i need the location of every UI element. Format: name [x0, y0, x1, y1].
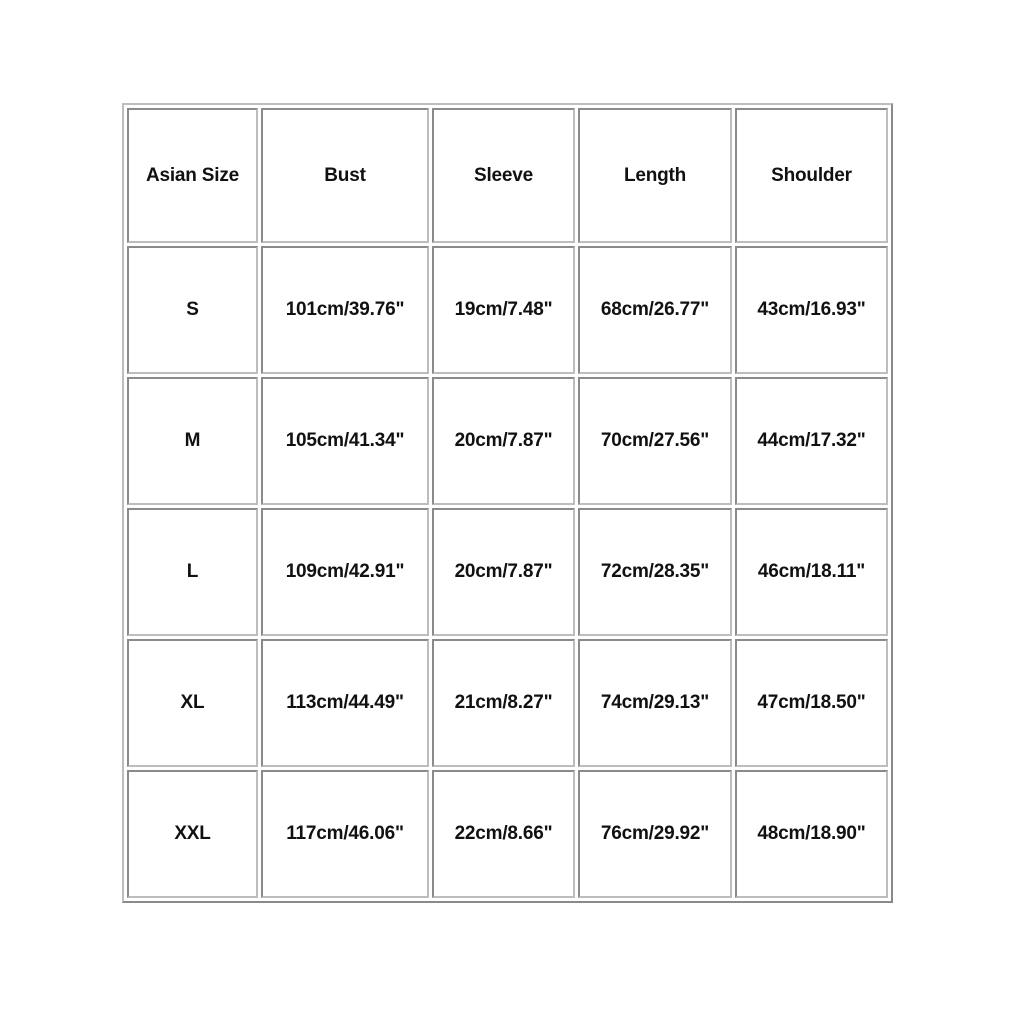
table-row	[127, 377, 888, 505]
bust-cell: 101cm/39.76"	[261, 246, 429, 374]
size-cell: S	[127, 246, 258, 374]
length-cell: 68cm/26.77"	[578, 246, 732, 374]
table-row	[127, 770, 888, 898]
sleeve-cell: 19cm/7.48"	[432, 246, 575, 374]
sleeve-cell: 21cm/8.27"	[432, 639, 575, 767]
sleeve-cell: 22cm/8.66"	[432, 770, 575, 898]
table-row	[127, 639, 888, 767]
bust-cell: 109cm/42.91"	[261, 508, 429, 636]
bust-cell: 105cm/41.34"	[261, 377, 429, 505]
bust-cell: 117cm/46.06"	[261, 770, 429, 898]
length-cell: 70cm/27.56"	[578, 377, 732, 505]
length-cell: 76cm/29.92"	[578, 770, 732, 898]
header-sleeve: Sleeve	[432, 108, 575, 243]
length-cell: 72cm/28.35"	[578, 508, 732, 636]
shoulder-cell: 46cm/18.11"	[735, 508, 888, 636]
size-cell: L	[127, 508, 258, 636]
size-cell: XXL	[127, 770, 258, 898]
sleeve-cell: 20cm/7.87"	[432, 508, 575, 636]
size-cell: XL	[127, 639, 258, 767]
shoulder-cell: 48cm/18.90"	[735, 770, 888, 898]
size-cell: M	[127, 377, 258, 505]
shoulder-cell: 47cm/18.50"	[735, 639, 888, 767]
table-row	[127, 246, 888, 374]
bust-cell: 113cm/44.49"	[261, 639, 429, 767]
table-header-row	[127, 108, 888, 243]
length-cell: 74cm/29.13"	[578, 639, 732, 767]
size-chart-table	[122, 103, 893, 903]
header-asian-size: Asian Size	[127, 108, 258, 243]
table-row	[127, 508, 888, 636]
sleeve-cell: 20cm/7.87"	[432, 377, 575, 505]
shoulder-cell: 43cm/16.93"	[735, 246, 888, 374]
header-length: Length	[578, 108, 732, 243]
header-bust: Bust	[261, 108, 429, 243]
header-shoulder: Shoulder	[735, 108, 888, 243]
shoulder-cell: 44cm/17.32"	[735, 377, 888, 505]
